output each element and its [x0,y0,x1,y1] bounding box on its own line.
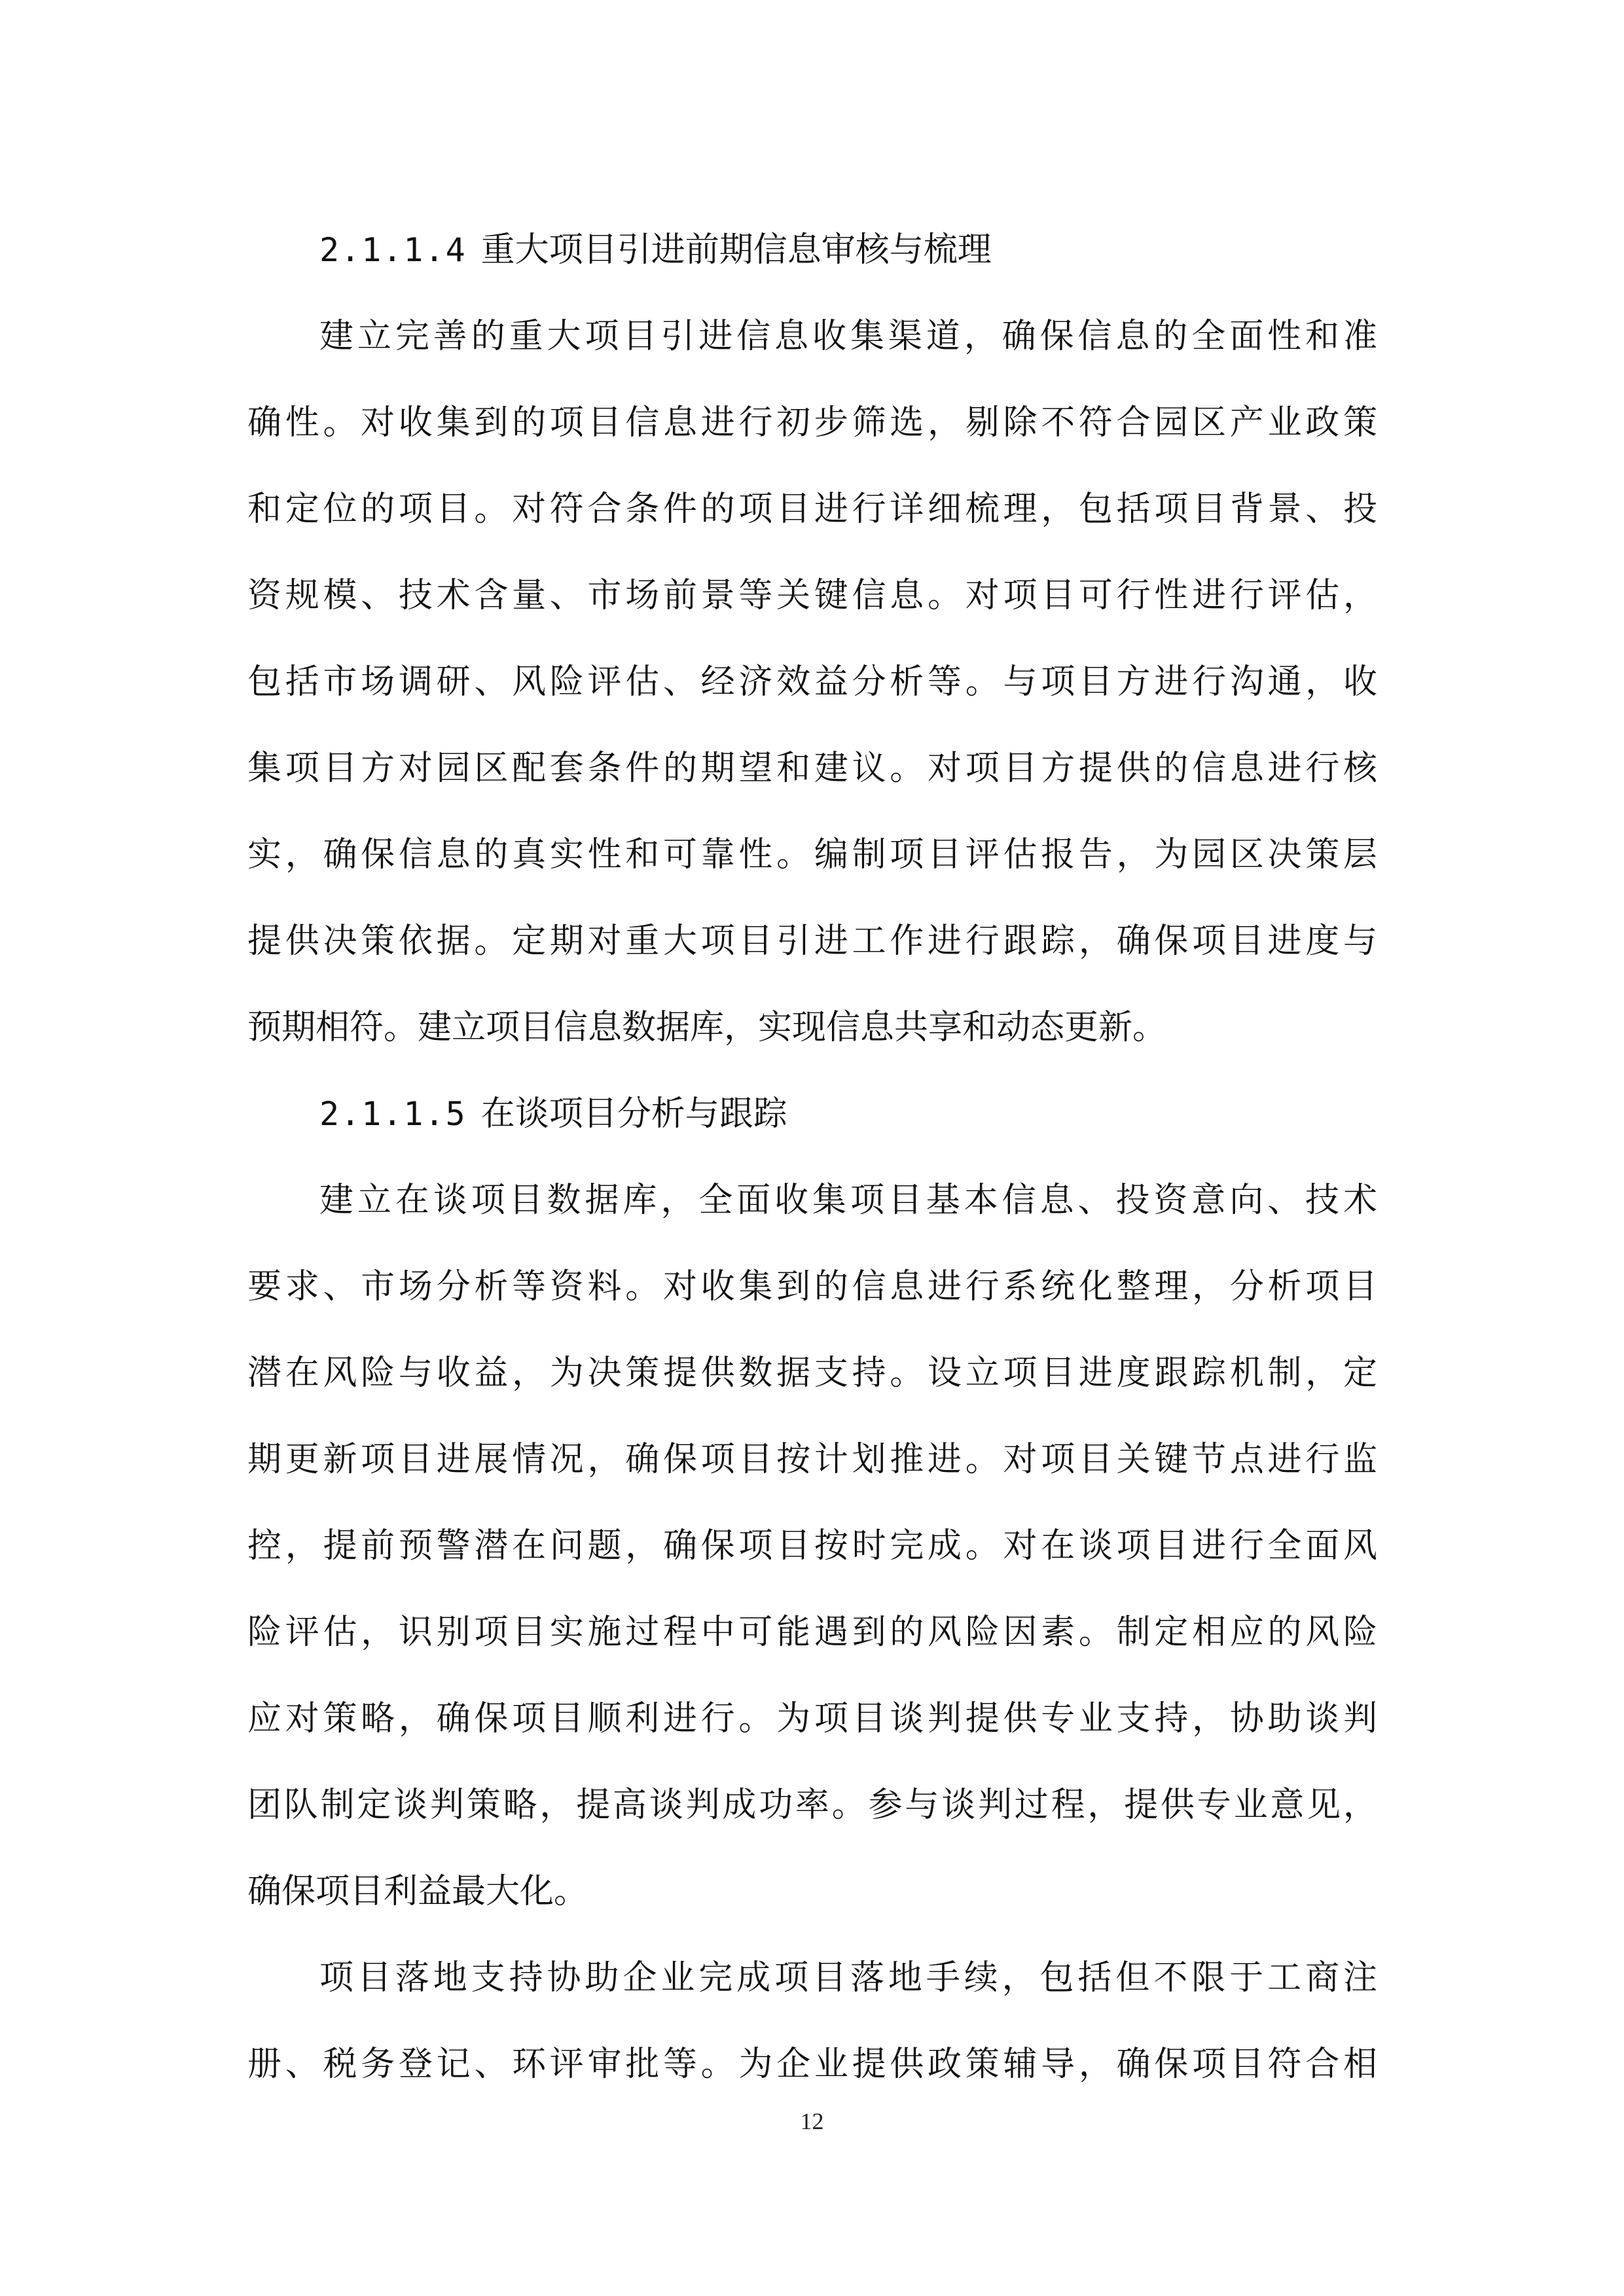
section-title: 在谈项目分析与跟踪 [480,1094,787,1134]
paragraph-line: 团队制定谈判策略，提高谈判成功率。参与谈判过程，提供专业意见， [247,1785,1377,1825]
paragraph-line: 实，确保信息的真实性和可靠性。编制项目评估报告，为园区决策层 [247,835,1377,874]
section-paragraph [247,1157,1377,1935]
closing-paragraph [247,1935,1377,2108]
section-paragraph [247,293,1377,1071]
paragraph-line: 预期相符。建立项目信息数据库，实现信息共享和动态更新。 [247,1008,1167,1047]
section-number: 2.1.1.5 [319,1095,467,1133]
paragraph-line: 项目落地支持协助企业完成项目落地手续，包括但不限于工商注 [319,1958,1377,1998]
paragraph-line: 提供决策依据。定期对重大项目引进工作进行跟踪，确保项目进度与 [247,922,1377,961]
section-title: 重大项目引进前期信息审核与梳理 [480,230,992,270]
paragraph-line: 险评估，识别项目实施过程中可能遇到的风险因素。制定相应的风险 [247,1613,1377,1652]
page-body [247,207,1377,2108]
paragraph-line: 建立在谈项目数据库，全面收集项目基本信息、投资意向、技术 [319,1181,1377,1220]
section-heading [247,207,1377,293]
section-heading [247,1071,1377,1157]
paragraph-line: 册、税务登记、环评审批等。为企业提供政策辅导，确保项目符合相 [247,2045,1377,2084]
paragraph-line: 确保项目利益最大化。 [247,1872,588,1911]
paragraph-line: 确性。对收集到的项目信息进行初步筛选，剔除不符合园区产业政策 [247,403,1377,442]
paragraph-line: 和定位的项目。对符合条件的项目进行详细梳理，包括项目背景、投 [247,490,1377,529]
paragraph-line: 资规模、技术含量、市场前景等关键信息。对项目可行性进行评估， [247,576,1377,615]
paragraph-line: 潜在风险与收益，为决策提供数据支持。设立项目进度跟踪机制，定 [247,1354,1377,1393]
paragraph-line: 集项目方对园区配套条件的期望和建议。对项目方提供的信息进行核 [247,749,1377,788]
section-number: 2.1.1.4 [319,231,467,269]
paragraph-line: 要求、市场分析等资料。对收集到的信息进行系统化整理，分析项目 [247,1267,1377,1306]
page-number: 12 [800,2108,824,2134]
paragraph-line: 包括市场调研、风险评估、经济效益分析等。与项目方进行沟通，收 [247,662,1377,702]
paragraph-line: 应对策略，确保项目顺利进行。为项目谈判提供专业支持，协助谈判 [247,1699,1377,1738]
paragraph-line: 控，提前预警潜在问题，确保项目按时完成。对在谈项目进行全面风 [247,1526,1377,1566]
paragraph-line: 期更新项目进展情况，确保项目按计划推进。对项目关键节点进行监 [247,1440,1377,1479]
paragraph-line: 建立完善的重大项目引进信息收集渠道，确保信息的全面性和准 [319,317,1377,356]
